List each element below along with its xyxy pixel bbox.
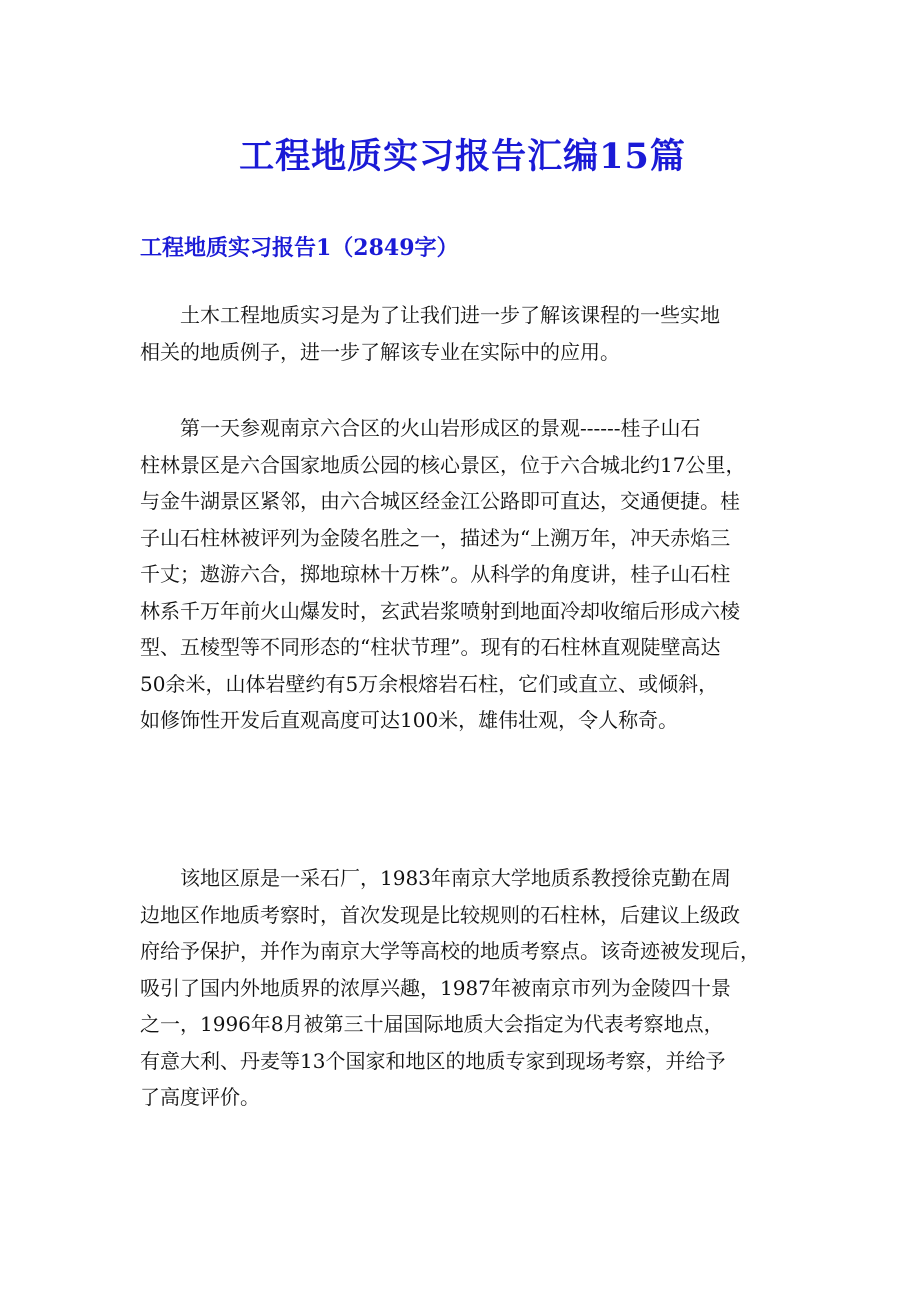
document-title: 工程地质实习报告汇编15篇	[239, 136, 686, 177]
paragraph-line: 第一天参观南京六合区的火山岩形成区的景观------桂子山石	[180, 416, 701, 440]
paragraph-line: 柱林景区是六合国家地质公园的核心景区，位于六合城北约17公里，	[140, 452, 746, 477]
paragraph-line: 府给予保护，并作为南京大学等高校的地质考察点。该奇迹被发现后，	[140, 939, 760, 963]
paragraph-1	[140, 297, 785, 370]
paragraph-2	[140, 410, 785, 739]
paragraph-line: 吸引了国内外地质界的浓厚兴趣，1987年被南京市列为金陵四十景	[140, 975, 731, 1000]
paragraph-line: 如修饰性开发后直观高度可达100米，雄伟壮观，令人称奇。	[140, 708, 679, 732]
paragraph-line: 林系千万年前火山爆发时，玄武岩浆喷射到地面冷却收缩后形成六棱	[140, 598, 740, 623]
paragraph-line: 之一，1996年8月被第三十届国际地质大会指定为代表考察地点，	[140, 1012, 724, 1036]
paragraph-line: 边地区作地质考察时，首次发现是比较规则的石柱林，后建议上级政	[140, 902, 740, 927]
paragraph-line: 与金牛湖景区紧邻，由六合城区经金江公路即可直达，交通便捷。桂	[140, 489, 740, 513]
paragraph-3	[140, 860, 785, 1116]
paragraph-line: 50余米，山体岩壁约有5万余根熔岩石柱，它们或直立、或倾斜，	[140, 671, 719, 696]
paragraph-line: 了高度评价。	[140, 1085, 260, 1109]
paragraph-line: 子山石柱林被评列为金陵名胜之一，描述为“上溯万年，冲天赤焰三	[140, 525, 731, 550]
paragraph-line: 型、五棱型等不同形态的“柱状节理”。现有的石柱林直观陡壁高达	[140, 635, 721, 659]
paragraph-line: 土木工程地质实习是为了让我们进一步了解该课程的一些实地	[180, 303, 720, 327]
section-heading: 工程地质实习报告1（2849字）	[140, 235, 459, 261]
paragraph-line: 该地区原是一采石厂，1983年南京大学地质系教授徐克勤在周	[180, 866, 731, 890]
paragraph-line: 相关的地质例子，进一步了解该专业在实际中的应用。	[140, 339, 620, 364]
paragraph-line: 有意大利、丹麦等13个国家和地区的地质专家到现场考察，并给予	[140, 1048, 726, 1073]
paragraph-line: 千丈；遨游六合，掷地琼林十万株”。从科学的角度讲，桂子山石柱	[140, 562, 731, 586]
